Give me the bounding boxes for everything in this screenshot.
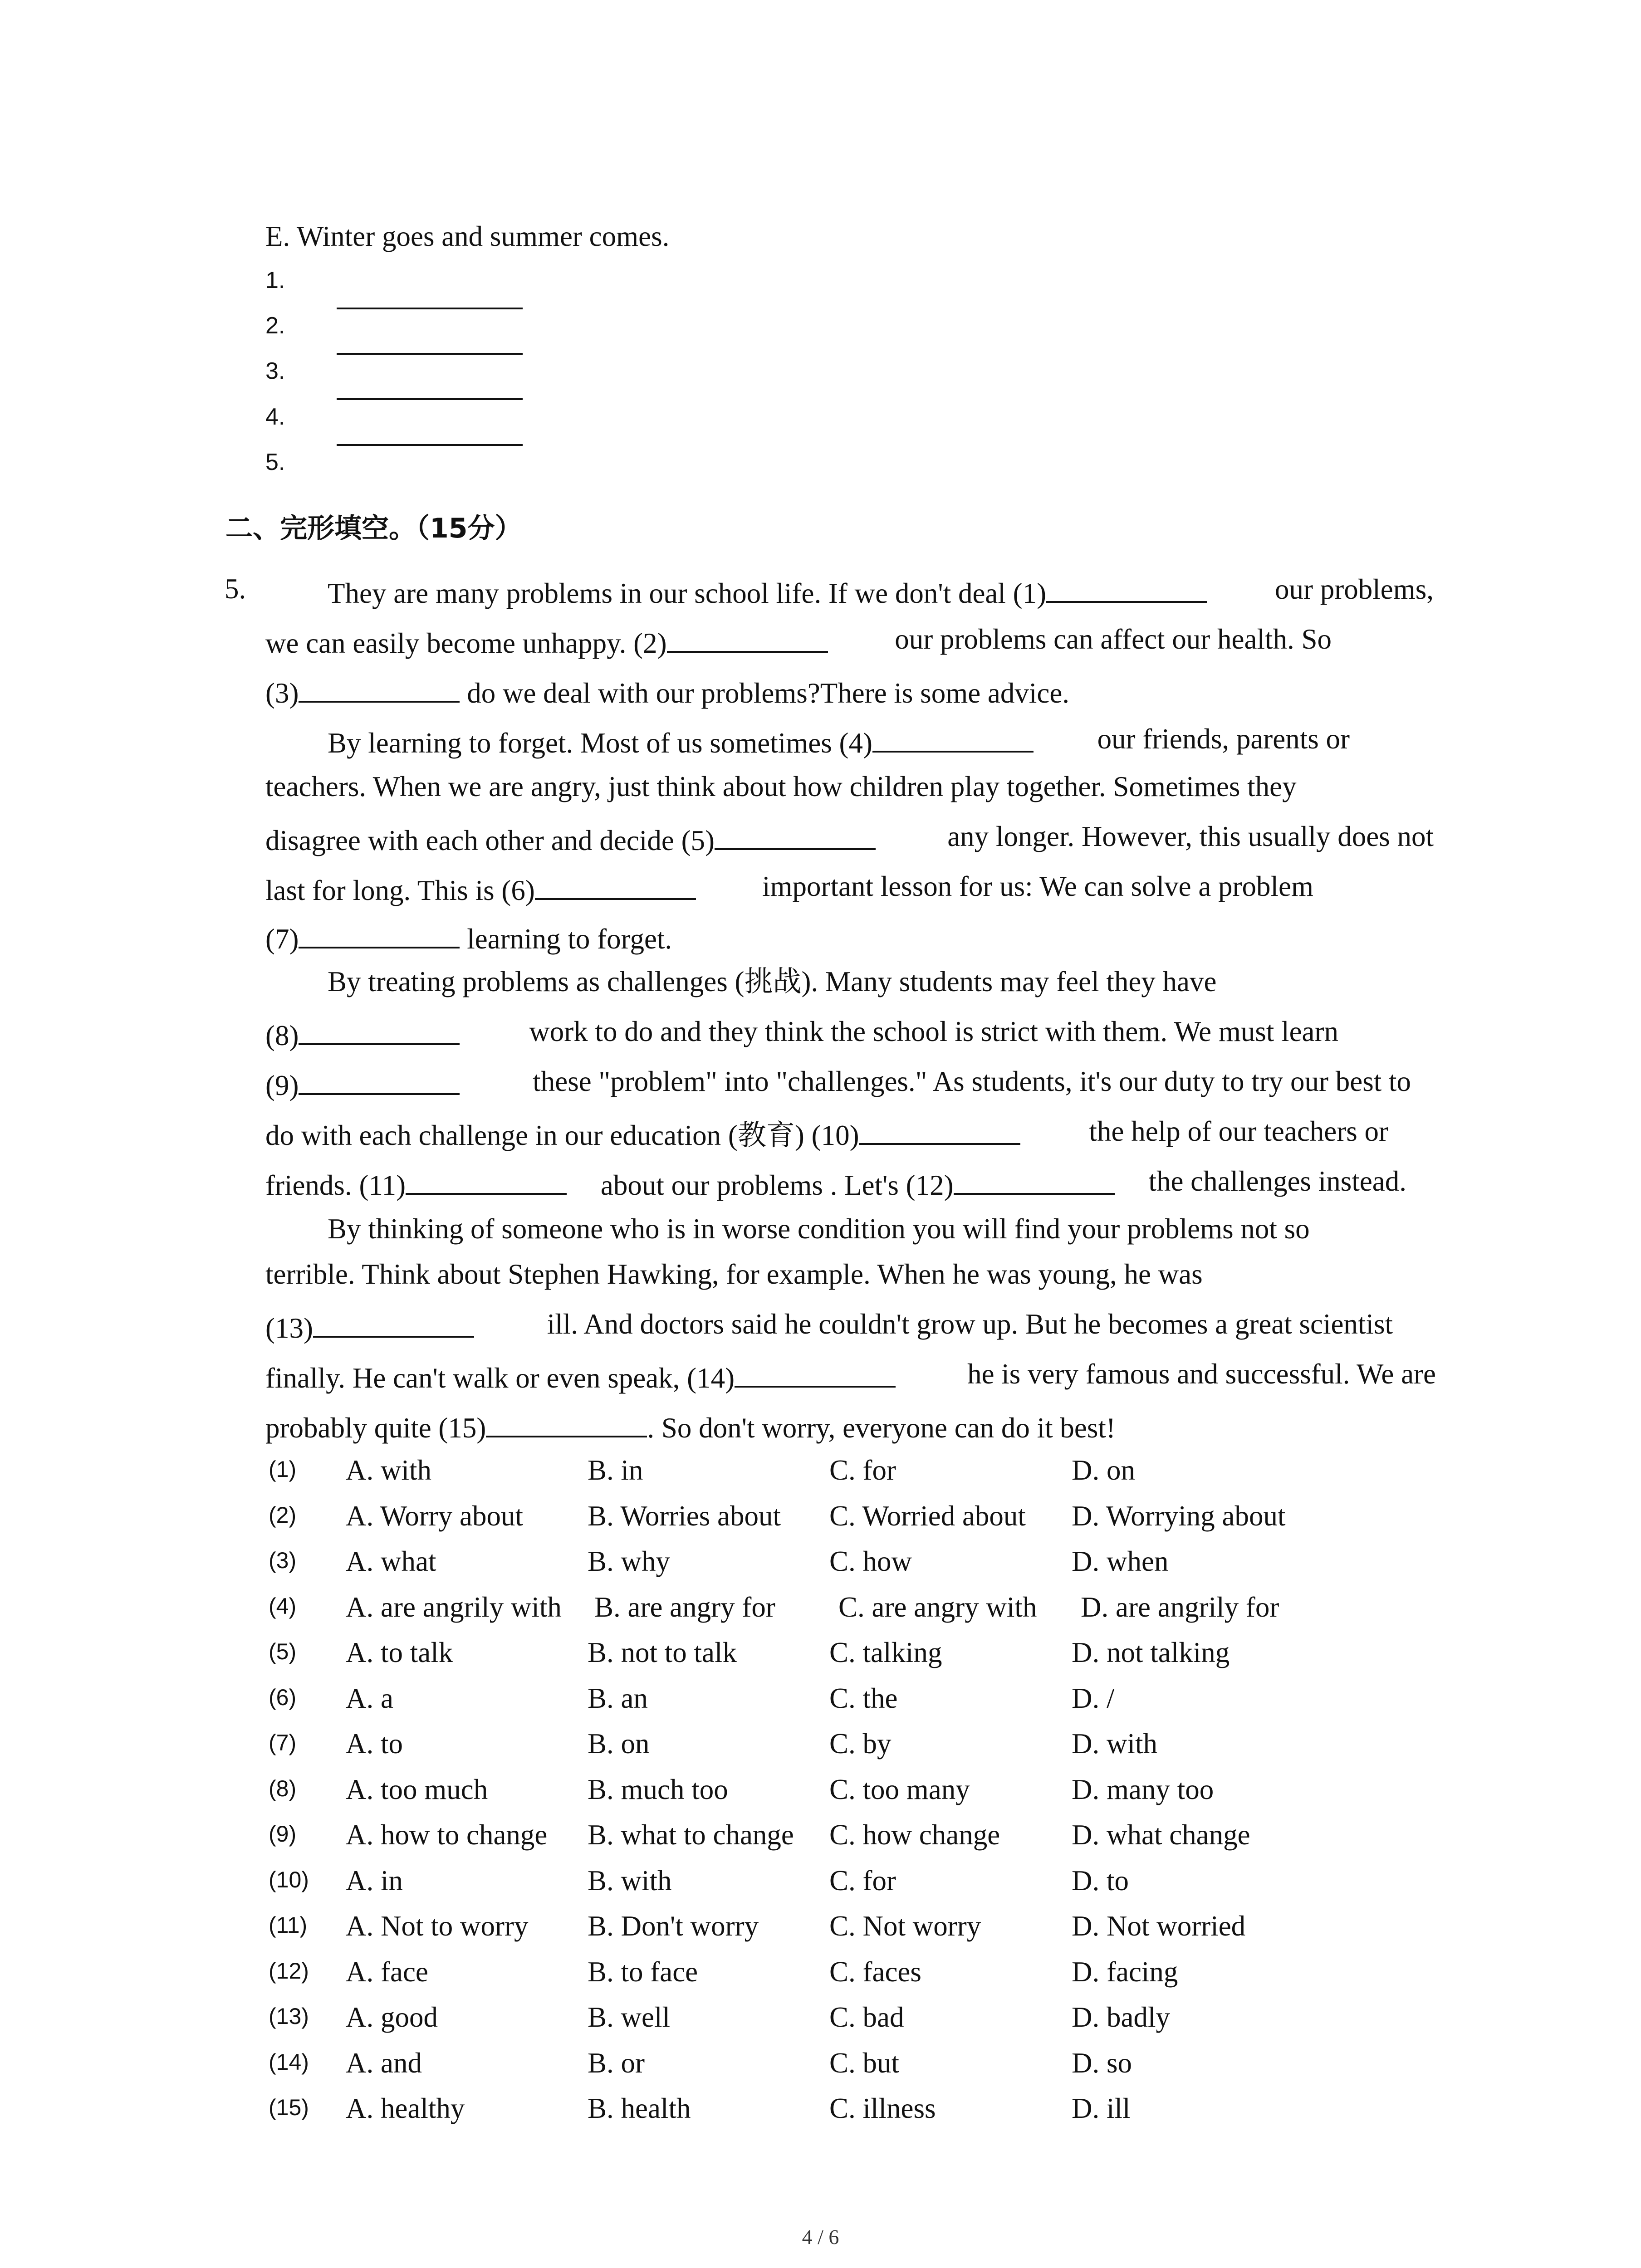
passage-text: (9) xyxy=(265,1069,299,1101)
question-number: (15) xyxy=(269,2095,309,2120)
option-a[interactable]: A. good xyxy=(346,2001,438,2033)
answer-number: 4. xyxy=(265,404,285,430)
passage-text: learning to forget. xyxy=(460,923,672,955)
question-number: (6) xyxy=(269,1685,297,1710)
option-b[interactable]: B. not to talk xyxy=(588,1637,737,1668)
option-d[interactable]: D. to xyxy=(1072,1865,1129,1897)
passage-text: (8) xyxy=(265,1019,299,1051)
answer-blank[interactable] xyxy=(337,308,523,309)
option-d[interactable]: D. what change xyxy=(1072,1819,1250,1851)
page-number: 4 / 6 xyxy=(802,2225,839,2248)
option-c[interactable]: C. Not worry xyxy=(829,1910,981,1942)
option-a[interactable]: A. a xyxy=(346,1682,393,1714)
option-b[interactable]: B. on xyxy=(588,1728,650,1760)
passage-text: work to do and they think the school is strict with them. We must learn xyxy=(522,1016,1338,1047)
passage-line xyxy=(328,575,1434,608)
option-a[interactable]: A. how to change xyxy=(346,1819,548,1851)
question-number: (12) xyxy=(269,1958,309,1984)
cloze-blank[interactable] xyxy=(299,1017,460,1045)
option-b[interactable]: B. why xyxy=(588,1545,671,1577)
option-c[interactable]: C. are angry with xyxy=(838,1591,1037,1623)
option-c[interactable]: C. bad xyxy=(829,2001,904,2033)
option-a[interactable]: A. to talk xyxy=(346,1637,453,1668)
cloze-blank[interactable] xyxy=(667,625,828,653)
option-d[interactable]: D. Worrying about xyxy=(1072,1500,1286,1532)
answer-number: 3. xyxy=(265,358,285,384)
cloze-blank[interactable] xyxy=(313,1310,474,1338)
passage-line xyxy=(328,725,1350,758)
passage-text: our problems, xyxy=(1268,573,1434,605)
passage-line xyxy=(265,1167,1406,1200)
option-b[interactable]: B. well xyxy=(588,2001,670,2033)
passage-text: about our problems . Let's (12) xyxy=(593,1169,954,1201)
option-d[interactable]: D. many too xyxy=(1072,1774,1214,1805)
option-c[interactable]: C. for xyxy=(829,1454,896,1486)
option-d[interactable]: D. so xyxy=(1072,2047,1132,2079)
answer-number: 5. xyxy=(265,449,285,475)
question-number: (4) xyxy=(269,1593,297,1619)
option-c[interactable]: C. how xyxy=(829,1545,912,1577)
question-number: (1) xyxy=(269,1457,297,1482)
passage-text: teachers. When we are angry, just think about how children play together. Sometimes they xyxy=(265,771,1297,802)
question-number: (13) xyxy=(269,2004,309,2029)
cloze-blank[interactable] xyxy=(715,822,876,850)
cloze-blank[interactable] xyxy=(872,725,1034,753)
passage-text: last for long. This is (6) xyxy=(265,874,535,906)
cloze-blank[interactable] xyxy=(486,1410,647,1437)
question-number: (5) xyxy=(269,1639,297,1664)
passage-text: By thinking of someone who is in worse condition you will find your problems not so xyxy=(328,1213,1310,1245)
passage-text: friends. (11) xyxy=(265,1169,406,1201)
passage-text: They are many problems in our school life. If we don't deal (1) xyxy=(328,577,1047,609)
option-d[interactable]: D. Not worried xyxy=(1072,1910,1246,1942)
option-c[interactable]: C. Worried about xyxy=(829,1500,1026,1532)
passage-text: terrible. Think about Stephen Hawking, for example. When he was young, he was xyxy=(265,1258,1203,1290)
passage-text: the help of our teachers or xyxy=(1082,1115,1388,1147)
option-e-text: E. Winter goes and summer comes. xyxy=(265,220,670,252)
cloze-blank[interactable] xyxy=(406,1167,567,1195)
option-b[interactable]: B. health xyxy=(588,2092,691,2124)
option-c[interactable]: C. faces xyxy=(829,1956,921,1988)
cloze-blank[interactable] xyxy=(1046,575,1207,603)
option-a[interactable]: A. healthy xyxy=(346,2092,465,2124)
passage-text: (7) xyxy=(265,923,299,955)
passage-text: we can easily become unhappy. (2) xyxy=(265,627,667,659)
passage-text: he is very famous and successful. We are xyxy=(960,1358,1436,1390)
option-d[interactable]: D. when xyxy=(1072,1545,1169,1577)
option-b[interactable]: B. in xyxy=(588,1454,643,1486)
option-b[interactable]: B. with xyxy=(588,1865,672,1897)
answer-blank[interactable] xyxy=(337,444,523,446)
question-number: (9) xyxy=(269,1821,297,1847)
option-d[interactable]: D. not talking xyxy=(1072,1637,1230,1668)
option-c[interactable]: C. illness xyxy=(829,2092,936,2124)
passage-number: 5. xyxy=(225,573,246,605)
option-b[interactable]: B. are angry for xyxy=(594,1591,775,1623)
passage-text: finally. He can't walk or even speak, (14) xyxy=(265,1362,735,1394)
option-a[interactable]: A. with xyxy=(346,1454,431,1486)
passage-text: do with each challenge in our education (教育) (10) xyxy=(265,1119,859,1151)
option-d[interactable]: D. facing xyxy=(1072,1956,1178,1988)
cloze-blank[interactable] xyxy=(859,1117,1020,1145)
passage-line xyxy=(265,772,1409,801)
answer-number: 1. xyxy=(265,267,285,293)
passage-line xyxy=(265,1017,1338,1050)
option-a[interactable]: A. Not to worry xyxy=(346,1910,529,1942)
option-a[interactable]: A. are angrily with xyxy=(346,1591,562,1623)
passage-text: important lesson for us: We can solve a problem xyxy=(755,870,1313,902)
option-a[interactable]: A. too much xyxy=(346,1774,488,1805)
question-number: (3) xyxy=(269,1548,297,1573)
passage-text: ill. And doctors said he couldn't grow up. But he becomes a great scientist xyxy=(540,1308,1393,1340)
passage-text: probably quite (15) xyxy=(265,1412,486,1444)
option-b[interactable]: B. Worries about xyxy=(588,1500,781,1532)
cloze-blank[interactable] xyxy=(735,1360,896,1388)
option-a[interactable]: A. and xyxy=(346,2047,422,2079)
question-number: (8) xyxy=(269,1776,297,1801)
passage-line xyxy=(265,822,1434,855)
option-c[interactable]: C. talking xyxy=(829,1637,942,1668)
option-a[interactable]: A. face xyxy=(346,1956,428,1988)
option-d[interactable]: D. ill xyxy=(1072,2092,1131,2124)
passage-line xyxy=(328,1215,1420,1243)
option-d[interactable]: D. on xyxy=(1072,1454,1135,1486)
passage-line xyxy=(328,968,1216,996)
passage-text: our problems can affect our health. So xyxy=(887,623,1332,655)
cloze-blank[interactable] xyxy=(954,1167,1115,1195)
passage-line xyxy=(265,1310,1393,1343)
question-number: (14) xyxy=(269,2049,309,2075)
option-d[interactable]: D. badly xyxy=(1072,2001,1170,2033)
option-c[interactable]: C. too many xyxy=(829,1774,970,1805)
passage-text: do we deal with our problems?There is some advice. xyxy=(460,677,1070,709)
passage-text: (3) xyxy=(265,677,299,709)
passage-line xyxy=(265,1360,1436,1393)
passage-line xyxy=(265,675,1069,708)
cloze-blank[interactable] xyxy=(299,921,460,948)
option-c[interactable]: C. but xyxy=(829,2047,900,2079)
cloze-blank[interactable] xyxy=(299,1067,460,1095)
option-d[interactable]: D. / xyxy=(1072,1682,1115,1714)
option-c[interactable]: C. by xyxy=(829,1728,892,1760)
answer-blank[interactable] xyxy=(337,398,523,400)
passage-line xyxy=(265,625,1332,658)
passage-line xyxy=(265,1410,1116,1442)
option-b[interactable]: B. to face xyxy=(588,1956,698,1988)
passage-line xyxy=(265,1067,1411,1100)
question-number: (7) xyxy=(269,1730,297,1755)
option-b[interactable]: B. an xyxy=(588,1682,648,1714)
cloze-blank[interactable] xyxy=(299,675,460,703)
passage-text: our friends, parents or xyxy=(1090,723,1350,755)
passage-line xyxy=(265,1260,1203,1289)
option-d[interactable]: D. are angrily for xyxy=(1081,1591,1279,1623)
option-a[interactable]: A. to xyxy=(346,1728,403,1760)
passage-text: . So don't worry, everyone can do it best! xyxy=(647,1412,1116,1444)
option-b[interactable]: B. what to change xyxy=(588,1819,794,1851)
passage-line xyxy=(265,872,1313,905)
passage-text: By learning to forget. Most of us sometimes (4) xyxy=(328,727,872,759)
section-heading: 二、完形填空。（15分） xyxy=(225,513,522,544)
option-c[interactable]: C. the xyxy=(829,1682,898,1714)
option-a[interactable]: A. Worry about xyxy=(346,1500,523,1532)
question-number: (10) xyxy=(269,1867,309,1892)
passage-text: these "problem" into "challenges." As students, it's our duty to try our best to xyxy=(525,1066,1411,1097)
passage-line xyxy=(265,921,672,953)
answer-blank[interactable] xyxy=(337,353,523,355)
passage-line xyxy=(265,1117,1388,1150)
option-a[interactable]: A. what xyxy=(346,1545,436,1577)
option-c[interactable]: C. how change xyxy=(829,1819,1000,1851)
option-d[interactable]: D. with xyxy=(1072,1728,1157,1760)
question-number: (11) xyxy=(269,1912,308,1938)
passage-text: any longer. However, this usually does not xyxy=(940,821,1434,852)
passage-text: the challenges instead. xyxy=(1141,1165,1406,1197)
option-b[interactable]: B. or xyxy=(588,2047,645,2079)
option-a[interactable]: A. in xyxy=(346,1865,403,1897)
option-b[interactable]: B. Don't worry xyxy=(588,1910,759,1942)
option-c[interactable]: C. for xyxy=(829,1865,896,1897)
question-number: (2) xyxy=(269,1502,297,1528)
passage-text: (13) xyxy=(265,1312,313,1344)
answer-number: 2. xyxy=(265,313,285,339)
passage-text: By treating problems as challenges (挑战). Many students may feel they have xyxy=(328,966,1217,997)
option-b[interactable]: B. much too xyxy=(588,1774,728,1805)
passage-text: disagree with each other and decide (5) xyxy=(265,824,715,856)
cloze-blank[interactable] xyxy=(535,872,696,900)
